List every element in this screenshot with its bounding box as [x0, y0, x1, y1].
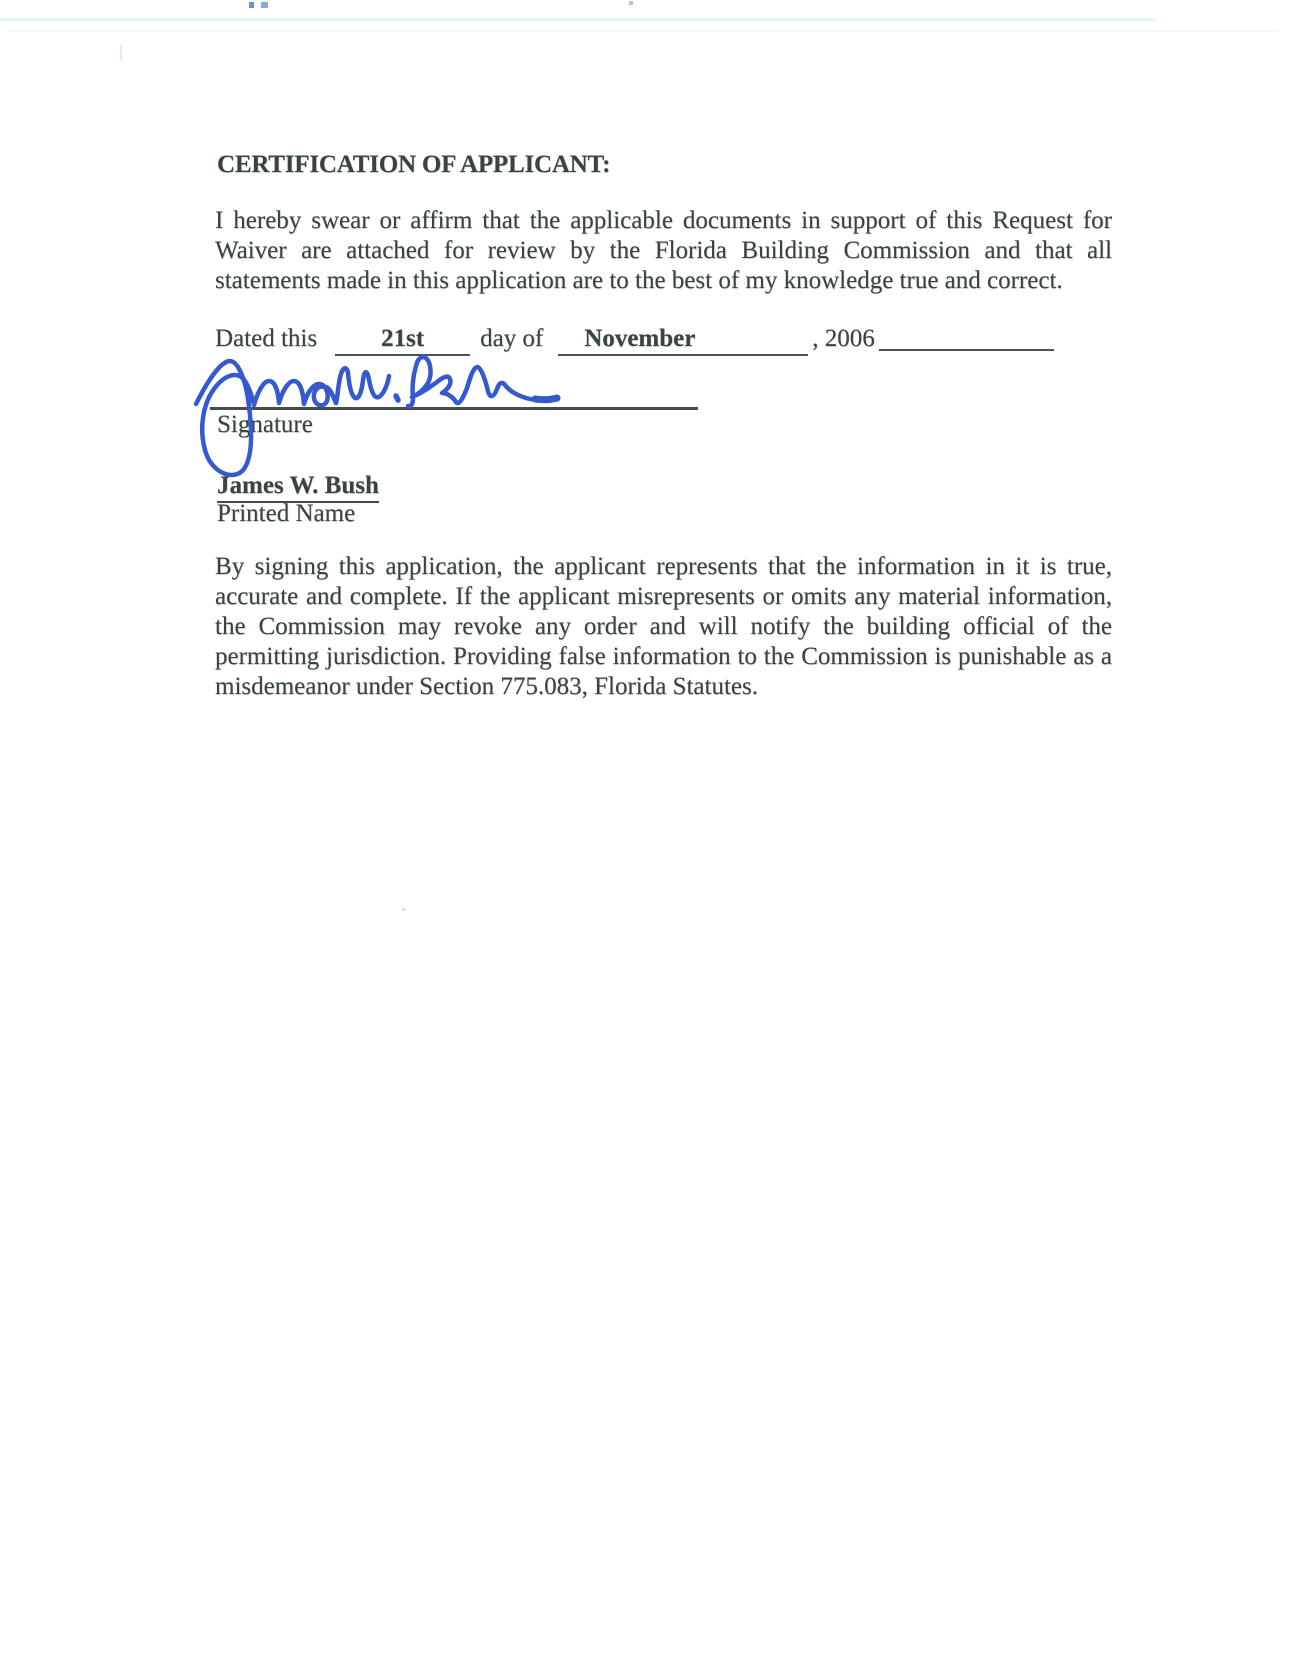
scan-artifact — [261, 2, 268, 8]
day-of-label: day of — [480, 325, 544, 352]
printed-name-value: James W. Bush — [217, 471, 379, 503]
paragraph-line: misdemeanor under Section 775.083, Florida Statutes. — [215, 673, 758, 700]
paragraph-line: Waiver are attached for review by the Florida Building Commission and that all — [215, 237, 1112, 264]
signature-label: Signature — [217, 411, 313, 438]
representation-paragraph — [215, 552, 1112, 702]
scan-artifact — [120, 45, 122, 61]
year-label: , 2006 — [812, 325, 875, 352]
affirmation-paragraph — [215, 206, 1112, 296]
paragraph-line: accurate and complete. If the applicant misrepresents or omits any material information, — [215, 583, 1112, 610]
year-blank — [879, 321, 1054, 351]
month-blank — [558, 324, 808, 356]
day-value: 21st — [381, 325, 425, 352]
scan-artifact — [0, 18, 1155, 21]
printed-name-label: Printed Name — [217, 500, 356, 527]
paragraph-line: I hereby swear or affirm that the applicable documents in support of this Request for — [215, 207, 1112, 234]
scan-artifact — [629, 1, 633, 5]
dated-line — [215, 321, 1054, 356]
scan-artifact — [249, 2, 254, 8]
scan-artifact — [402, 908, 405, 911]
paragraph-line: the Commission may revoke any order and will notify the building official of the — [215, 613, 1112, 640]
dated-prefix-label: Dated this — [215, 325, 318, 352]
paragraph-line: By signing this application, the applicant represents that the information in it is true, — [215, 553, 1112, 580]
scan-artifact — [8, 30, 1278, 32]
certification-heading: CERTIFICATION OF APPLICANT: — [217, 151, 611, 178]
paragraph-line: permitting jurisdiction. Providing false information to the Commission is punishable as a — [215, 643, 1112, 670]
month-value: November — [584, 325, 696, 352]
paragraph-line: statements made in this application are to the best of my knowledge true and correct. — [215, 267, 1063, 294]
day-blank — [335, 324, 470, 356]
